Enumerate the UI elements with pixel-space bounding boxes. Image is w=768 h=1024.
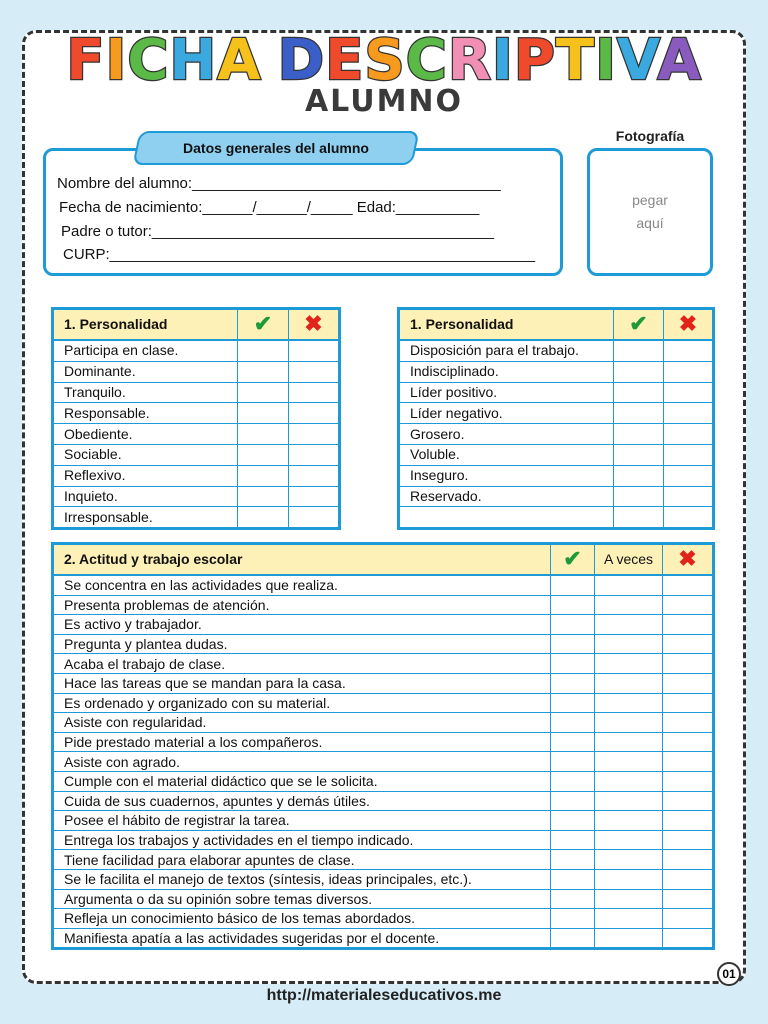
title-letter: R — [447, 28, 492, 93]
answer-cell[interactable] — [595, 595, 663, 615]
table-row — [53, 444, 340, 465]
answer-cell[interactable] — [595, 732, 663, 752]
answer-cell[interactable] — [595, 791, 663, 811]
answer-cell[interactable] — [614, 340, 664, 361]
answer-cell[interactable] — [614, 465, 664, 486]
cross-icon: ✖ — [678, 545, 697, 571]
answer-cell[interactable] — [614, 361, 664, 382]
answer-cell[interactable] — [289, 424, 340, 445]
answer-cell[interactable] — [663, 830, 714, 850]
table-row — [53, 830, 714, 850]
table-row — [53, 507, 340, 529]
page-number: 01 — [717, 962, 741, 986]
field-birth-date-age[interactable]: Fecha de nacimiento:______/______/_____ Edad:__________ — [59, 199, 480, 216]
check-icon: ✔ — [253, 310, 273, 336]
table-row — [53, 486, 340, 507]
page-title — [0, 28, 768, 93]
title-letter: C — [127, 28, 170, 93]
row-label: Participa en clase. — [53, 340, 238, 361]
answer-cell[interactable] — [551, 889, 595, 909]
answer-cell[interactable] — [595, 830, 663, 850]
answer-cell[interactable] — [595, 889, 663, 909]
row-label: Cuida de sus cuadernos, apuntes y demás útiles. — [53, 791, 551, 811]
answer-cell[interactable] — [664, 361, 714, 382]
table-row — [53, 752, 714, 772]
table-row — [53, 382, 340, 403]
answer-cell[interactable] — [238, 444, 289, 465]
answer-cell[interactable] — [551, 693, 595, 713]
row-label: Tranquilo. — [53, 382, 238, 403]
check-icon: ✔ — [629, 310, 648, 336]
answer-cell[interactable] — [238, 424, 289, 445]
answer-cell[interactable] — [289, 403, 340, 424]
table-row — [399, 403, 714, 424]
row-label: Presenta problemas de atención. — [53, 595, 551, 615]
field-curp[interactable]: CURP:___________________________________________________ — [63, 246, 536, 263]
answer-cell[interactable] — [238, 403, 289, 424]
answer-cell[interactable] — [663, 909, 714, 929]
answer-cell[interactable] — [614, 424, 664, 445]
table-row — [53, 771, 714, 791]
answer-cell[interactable] — [663, 595, 714, 615]
table-row — [399, 507, 714, 529]
answer-cell[interactable] — [663, 732, 714, 752]
row-label: Es activo y trabajador. — [53, 615, 551, 635]
table-row — [53, 928, 714, 949]
row-label: Responsable. — [53, 403, 238, 424]
table-row — [53, 634, 714, 654]
answer-cell[interactable] — [238, 486, 289, 507]
answer-cell[interactable] — [238, 465, 289, 486]
row-label: Grosero. — [399, 424, 614, 445]
answer-cell[interactable] — [614, 444, 664, 465]
answer-cell[interactable] — [663, 693, 714, 713]
title-letter: I — [105, 28, 128, 93]
answer-cell[interactable] — [595, 752, 663, 772]
answer-cell[interactable] — [551, 771, 595, 791]
personality-table-right — [397, 307, 715, 530]
table-row — [53, 615, 714, 635]
table-row — [399, 382, 714, 403]
answer-cell[interactable] — [664, 403, 714, 424]
answer-cell[interactable] — [663, 771, 714, 791]
row-label: Acaba el trabajo de clase. — [53, 654, 551, 674]
row-label: Refleja un conocimiento básico de los temas abordados. — [53, 909, 551, 929]
answer-cell[interactable] — [238, 361, 289, 382]
field-guardian[interactable]: Padre o tutor:_________________________________________ — [61, 223, 494, 240]
answer-cell[interactable] — [663, 811, 714, 831]
table-row — [53, 465, 340, 486]
row-label: Irresponsable. — [53, 507, 238, 529]
title-letter: F — [66, 28, 106, 93]
row-label: Reflexivo. — [53, 465, 238, 486]
title-letter: A — [657, 28, 702, 93]
answer-cell[interactable] — [551, 595, 595, 615]
table-row — [53, 791, 714, 811]
row-label: Voluble. — [399, 444, 614, 465]
row-label: Tiene facilidad para elaborar apuntes de clase. — [53, 850, 551, 870]
title-letter: I — [491, 28, 514, 93]
title-letter: C — [405, 28, 448, 93]
answer-cell[interactable] — [663, 575, 714, 595]
answer-cell[interactable] — [595, 850, 663, 870]
table-row — [53, 424, 340, 445]
answer-cell[interactable] — [664, 444, 714, 465]
photo-placeholder-line1: pegar — [632, 192, 668, 208]
answer-cell[interactable] — [595, 869, 663, 889]
row-label: Hace las tareas que se mandan para la casa. — [53, 673, 551, 693]
table-header-title: 1. Personalidad — [53, 309, 238, 341]
page-subtitle: ALUMNO — [304, 84, 464, 119]
field-student-name[interactable]: Nombre del alumno:_____________________________________ — [57, 175, 501, 192]
title-letter: I — [595, 28, 617, 93]
row-label: Asiste con agrado. — [53, 752, 551, 772]
answer-cell[interactable] — [551, 811, 595, 831]
table-row — [53, 732, 714, 752]
answer-cell[interactable] — [664, 340, 714, 361]
answer-cell[interactable] — [663, 869, 714, 889]
table-row — [399, 444, 714, 465]
title-letter: S — [364, 28, 406, 93]
title-letter: E — [325, 28, 365, 93]
row-label: Dominante. — [53, 361, 238, 382]
table-row — [53, 869, 714, 889]
answer-cell[interactable] — [289, 361, 340, 382]
row-label: Entrega los trabajos y actividades en el tiempo indicado. — [53, 830, 551, 850]
answer-cell[interactable] — [663, 791, 714, 811]
table-row — [399, 465, 714, 486]
answer-cell[interactable] — [551, 928, 595, 949]
answer-cell[interactable] — [551, 654, 595, 674]
row-label: Inseguro. — [399, 465, 614, 486]
table-row — [53, 595, 714, 615]
row-label — [399, 507, 614, 529]
answer-cell[interactable] — [289, 486, 340, 507]
answer-cell[interactable] — [595, 634, 663, 654]
answer-cell[interactable] — [551, 869, 595, 889]
general-data-tab-label: Datos generales del alumno — [183, 140, 369, 156]
answer-cell[interactable] — [595, 811, 663, 831]
row-label: Manifiesta apatía a las actividades sugeridas por el docente. — [53, 928, 551, 949]
answer-cell[interactable] — [664, 507, 714, 529]
row-label: Reservado. — [399, 486, 614, 507]
sometimes-header: A veces — [603, 551, 654, 567]
answer-cell[interactable] — [551, 575, 595, 595]
table-row — [53, 909, 714, 929]
answer-cell[interactable] — [595, 673, 663, 693]
title-letter: T — [555, 28, 596, 93]
answer-cell[interactable] — [551, 752, 595, 772]
answer-cell[interactable] — [289, 444, 340, 465]
row-label: Asiste con regularidad. — [53, 713, 551, 733]
answer-cell[interactable] — [614, 382, 664, 403]
row-label: Indisciplinado. — [399, 361, 614, 382]
answer-cell[interactable] — [551, 791, 595, 811]
answer-cell[interactable] — [551, 830, 595, 850]
answer-cell[interactable] — [551, 909, 595, 929]
answer-cell[interactable] — [614, 403, 664, 424]
answer-cell[interactable] — [595, 654, 663, 674]
row-label: Argumenta o da su opinión sobre temas diversos. — [53, 889, 551, 909]
row-label: Líder negativo. — [399, 403, 614, 424]
answer-cell[interactable] — [595, 771, 663, 791]
row-label: Pide prestado material a los compañeros. — [53, 732, 551, 752]
check-icon: ✔ — [563, 545, 582, 571]
photo-box — [587, 148, 713, 276]
table-row — [53, 575, 714, 595]
answer-cell[interactable] — [595, 575, 663, 595]
answer-cell[interactable] — [551, 713, 595, 733]
answer-cell[interactable] — [551, 615, 595, 635]
table-header-title: 1. Personalidad — [399, 309, 614, 341]
answer-cell[interactable] — [663, 889, 714, 909]
answer-cell[interactable] — [664, 382, 714, 403]
answer-cell[interactable] — [664, 486, 714, 507]
answer-cell[interactable] — [595, 713, 663, 733]
answer-cell[interactable] — [595, 693, 663, 713]
table-row — [53, 361, 340, 382]
answer-cell[interactable] — [663, 654, 714, 674]
table-row — [53, 811, 714, 831]
row-label: Líder positivo. — [399, 382, 614, 403]
row-label: Sociable. — [53, 444, 238, 465]
answer-cell[interactable] — [289, 340, 340, 361]
title-letter: A — [217, 28, 262, 93]
cross-icon: ✖ — [304, 310, 323, 336]
answer-cell[interactable] — [595, 615, 663, 635]
row-label: Se concentra en las actividades que realiza. — [53, 575, 551, 595]
answer-cell[interactable] — [614, 507, 664, 529]
table-row — [53, 654, 714, 674]
answer-cell[interactable] — [551, 850, 595, 870]
answer-cell[interactable] — [595, 928, 663, 949]
answer-cell[interactable] — [663, 615, 714, 635]
answer-cell[interactable] — [551, 732, 595, 752]
answer-cell[interactable] — [238, 382, 289, 403]
answer-cell[interactable] — [595, 909, 663, 929]
table-row — [399, 340, 714, 361]
row-label: Es ordenado y organizado con su material. — [53, 693, 551, 713]
attitude-table — [51, 542, 715, 950]
title-letter: H — [169, 28, 218, 93]
answer-cell[interactable] — [289, 382, 340, 403]
footer-url[interactable]: http://materialeseducativos.me — [266, 987, 502, 1004]
table-row — [399, 486, 714, 507]
answer-cell[interactable] — [664, 424, 714, 445]
row-label: Obediente. — [53, 424, 238, 445]
row-label: Pregunta y plantea dudas. — [53, 634, 551, 654]
answer-cell[interactable] — [663, 673, 714, 693]
photo-placeholder-line2: aquí — [636, 215, 664, 231]
photo-label: Fotografía — [615, 128, 685, 144]
personality-table-left — [51, 307, 341, 530]
table-row — [399, 361, 714, 382]
table-row — [53, 850, 714, 870]
answer-cell[interactable] — [663, 634, 714, 654]
answer-cell[interactable] — [663, 850, 714, 870]
answer-cell[interactable] — [551, 634, 595, 654]
table-header-title: 2. Actitud y trabajo escolar — [53, 544, 551, 576]
table-row — [53, 673, 714, 693]
table-row — [53, 713, 714, 733]
table-row — [53, 693, 714, 713]
table-row — [53, 889, 714, 909]
cross-icon: ✖ — [678, 310, 698, 336]
table-row — [53, 403, 340, 424]
answer-cell[interactable] — [551, 673, 595, 693]
answer-cell[interactable] — [663, 928, 714, 949]
answer-cell[interactable] — [289, 465, 340, 486]
answer-cell[interactable] — [289, 507, 340, 529]
title-letter: P — [513, 28, 556, 93]
row-label: Inquieto. — [53, 486, 238, 507]
row-label: Disposición para el trabajo. — [399, 340, 614, 361]
row-label: Posee el hábito de registrar la tarea. — [53, 811, 551, 831]
answer-cell[interactable] — [614, 486, 664, 507]
answer-cell[interactable] — [664, 465, 714, 486]
title-letter: V — [616, 28, 658, 93]
table-row — [399, 424, 714, 445]
title-letter: D — [277, 28, 326, 93]
row-label: Se le facilita el manejo de textos (síntesis, ideas principales, etc.). — [53, 869, 551, 889]
answer-cell[interactable] — [238, 507, 289, 529]
row-label: Cumple con el material didáctico que se le solicita. — [53, 771, 551, 791]
answer-cell[interactable] — [663, 752, 714, 772]
answer-cell[interactable] — [238, 340, 289, 361]
answer-cell[interactable] — [663, 713, 714, 733]
table-row — [53, 340, 340, 361]
